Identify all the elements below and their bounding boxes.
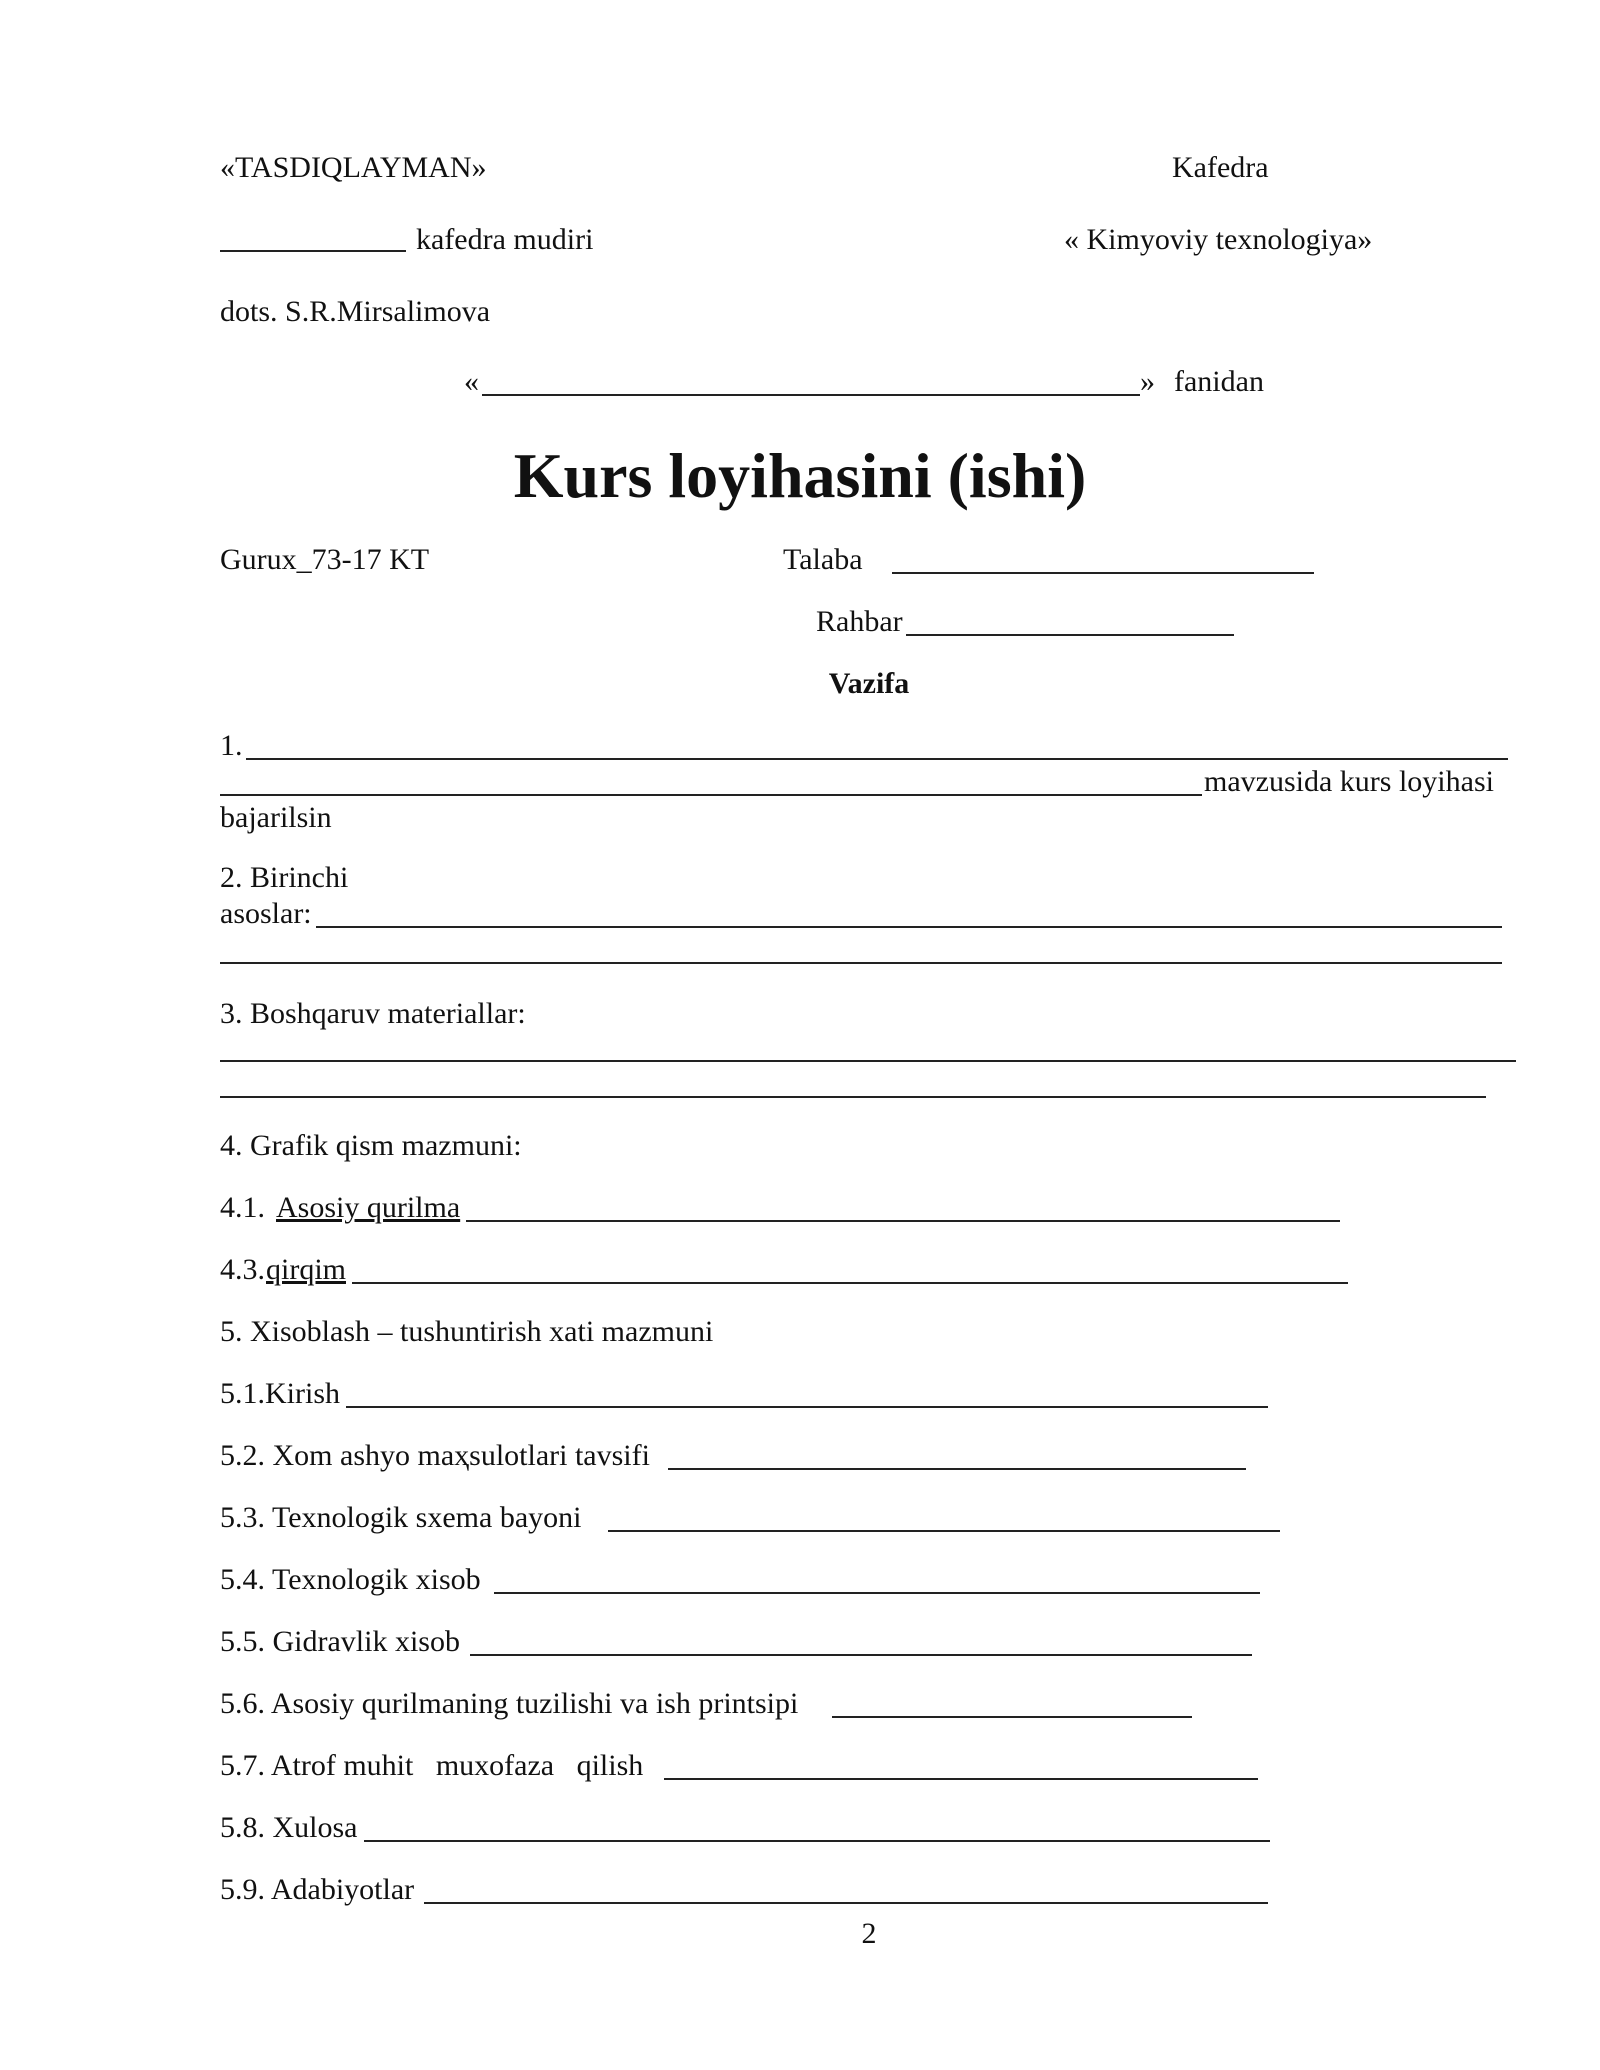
item-1-line <box>246 758 1508 760</box>
item-3-label: 3. Boshqaruv materiallar: <box>220 997 526 1030</box>
item-5-2-label: 5.2. Xom ashyo maҳsulotlari tavsifi <box>220 1439 650 1472</box>
subject-open-quote: « <box>464 365 479 398</box>
kafedra-label: Kafedra <box>1172 151 1269 184</box>
item-5-7-line <box>664 1778 1258 1780</box>
item-4-1-number: 4.1. <box>220 1191 265 1224</box>
item-5-9-line <box>424 1902 1268 1904</box>
item-2-line-2: asoslar: <box>220 897 312 930</box>
subject-suffix: fanidan <box>1174 365 1264 398</box>
student-line <box>892 572 1314 574</box>
item-4-1-text: Asosiy qurilma <box>276 1191 461 1224</box>
item-5-7-label: 5.7. Atrof muhit muxofaza qilish <box>220 1749 644 1782</box>
item-4-1-line <box>466 1220 1340 1222</box>
supervisor-line <box>906 634 1234 636</box>
item-2-line-1: 2. Birinchi <box>220 861 349 894</box>
item-5-3-label: 5.3. Texnologik sxema bayoni <box>220 1501 582 1534</box>
item-2-answer-line-2 <box>220 962 1502 964</box>
page-number: 2 <box>861 1917 877 1950</box>
item-3-answer-line-2 <box>220 1096 1486 1098</box>
item-3-answer-line <box>220 1060 1516 1062</box>
item-5-9-label: 5.9. Adabiyotlar <box>220 1873 415 1906</box>
kafedra-name: « Kimyoviy texnologiya» <box>1064 223 1373 256</box>
item-5-5-label: 5.5. Gidravlik xisob <box>220 1625 460 1658</box>
task-heading: Vazifa <box>828 667 910 700</box>
item-5-8-line <box>364 1840 1270 1842</box>
subject-close-quote: » <box>1140 365 1155 398</box>
approval-label: «TASDIQLAYMAN» <box>220 151 487 184</box>
item-5-4-label: 5.4. Texnologik xisob <box>220 1563 481 1596</box>
item-5-3-line <box>608 1530 1280 1532</box>
head-role: kafedra mudiri <box>416 223 594 256</box>
item-5-1-label: 5.1.Kirish <box>220 1377 340 1410</box>
item-5-4-line <box>494 1592 1260 1594</box>
item-2-answer-line <box>316 926 1502 928</box>
head-name: dots. S.R.Mirsalimova <box>220 295 491 328</box>
item-1-number: 1. <box>220 729 243 762</box>
signature-line <box>220 250 406 252</box>
item-5-8-label: 5.8. Xulosa <box>220 1811 358 1844</box>
item-1-line-2 <box>220 794 1202 796</box>
item-5-1-line <box>346 1406 1268 1408</box>
group-label: Gurux_73-17 KT <box>220 543 430 576</box>
student-label: Talaba <box>783 543 863 576</box>
document-title: Kurs loyihasini (ishi) <box>513 440 1087 511</box>
item-4-3-line <box>352 1282 1348 1284</box>
item-1-continuation: bajarilsin <box>220 801 332 834</box>
item-5-5-line <box>470 1654 1252 1656</box>
supervisor-label: Rahbar <box>816 605 903 638</box>
item-5-6-line <box>832 1716 1192 1718</box>
item-4-3-text: qirqim <box>266 1253 346 1286</box>
subject-line <box>482 394 1140 396</box>
item-5-6-label: 5.6. Asosiy qurilmaning tuzilishi va ish printsipi <box>220 1687 799 1720</box>
item-4-3-number: 4.3. <box>220 1253 265 1286</box>
item-4-label: 4. Grafik qism mazmuni: <box>220 1129 522 1162</box>
item-5-2-line <box>668 1468 1246 1470</box>
item-5-label: 5. Xisoblash – tushuntirish xati mazmuni <box>220 1315 714 1348</box>
item-1-suffix: mavzusida kurs loyihasi <box>1204 765 1494 798</box>
